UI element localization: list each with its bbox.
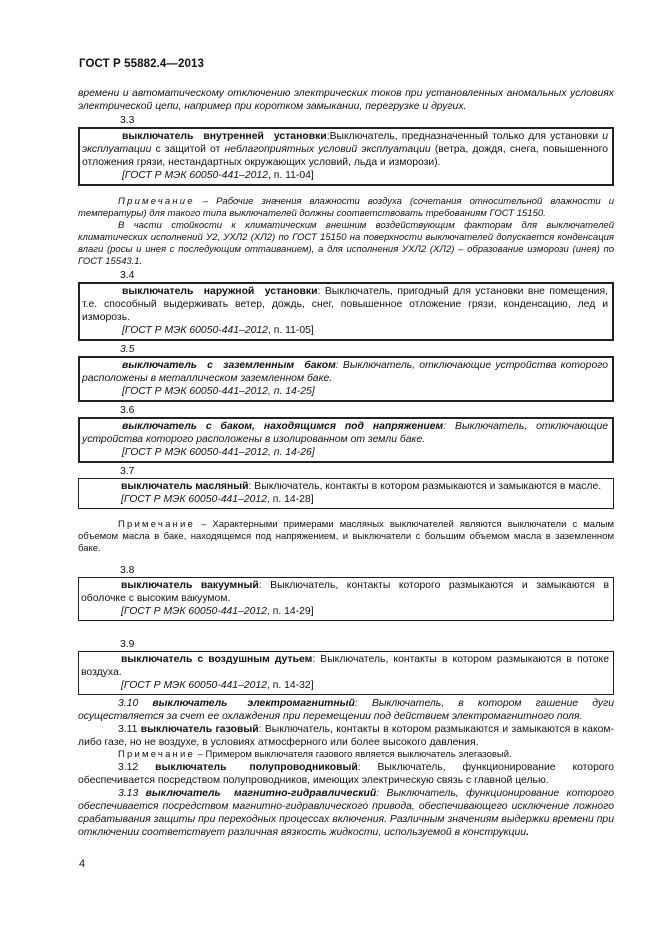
note-3-11: Примечание – Примером выключателя газового является выключатель элегазовый. [118, 749, 512, 760]
term-reference-3-3: [ГОСТ Р МЭК 60050-441–2012, п. 11-04] [122, 170, 314, 181]
term-number-3-5: 3.5 [120, 344, 135, 355]
term-number-3-8: 3.8 [120, 565, 135, 576]
term-3-13: выключатель магнитно-гидравлический [145, 788, 377, 799]
note-label: Примечание [118, 519, 195, 530]
term-3-3: выключатель внутренней установки [122, 131, 327, 142]
term-definition-3-13: 3.13 выключатель магнитно-гидравлический: Выключатель, функционирование которого обеспечивается посредством магнитно-гидравлического привода, обеспечивающего исключение ложного срабатывания защиты при переходных процессах включения. Различным значениям выдержки времени при отключении соответствует различная вязкость жидкости, используемой в конструкции. [78, 788, 614, 838]
term-reference-3-9: [ГОСТ Р МЭК 60050-441–2012, п. 14-32] [121, 680, 314, 691]
term-box-3-7 [78, 478, 614, 509]
term-box-3-3 [78, 127, 614, 186]
term-definition-3-9: выключатель с воздушным дутьем: Выключатель, контакты в котором размыкаются в потоке воздуха. [81, 654, 609, 678]
term-3-10: выключатель электромагнитный [152, 698, 355, 709]
term-number-3-3: 3.3 [120, 115, 135, 126]
term-definition-3-6: выключатель с баком, находящимся под напряжением: Выключатель, отключающие устройства которого расположены в изолированном от земли баке. [82, 421, 608, 445]
term-3-8: выключатель вакуумный [121, 580, 259, 591]
intro-paragraph: времени и автоматическому отключению электрических токов при установленных аномальных условиях электрической цепи, например при коротком замыкании, перегрузке и других. [78, 88, 614, 112]
term-box-3-4 [78, 282, 614, 341]
term-reference-3-6: [ГОСТ Р МЭК 60050-441–2012, п. 14-26] [122, 447, 315, 458]
term-number-3-7: 3.7 [120, 466, 135, 477]
term-definition-3-7: выключатель масляный: Выключатель, контакты в котором размыкаются и замыкаются в масле. [121, 481, 602, 492]
term-number-3-4: 3.4 [120, 270, 135, 281]
term-3-5: выключатель с заземленным баком [122, 360, 336, 371]
term-3-4: выключатель наружной установки [122, 286, 318, 297]
term-box-3-6 [78, 417, 614, 463]
term-3-9: выключатель с воздушным дутьем [121, 654, 313, 665]
note-3-3: Примечание – Рабочие значения влажности воздуха (сочетания относительной влажности и температуры) для такого типа выключателей должны соответствовать требованиям ГОСТ 15150. [78, 196, 614, 219]
term-definition-3-3: выключатель внутренней установки:Выключатель, предназначенный только для установки и эксплуатации с защитой от неблагоприятных условий эксплуатации (ветра, дождя, снега, повышенного отложения грязи, нестандартных окружающих условий, льда и изморози). [82, 131, 608, 168]
term-3-7: выключатель масляный [121, 481, 249, 492]
term-definition-3-11: 3.11 выключатель газовый: Выключатель, контакты в котором размыкаются и замыкаются в каком-либо газе, но не воздухе, в условиях атмосферного или более высокого давления. [78, 724, 614, 748]
term-reference-3-8: [ГОСТ Р МЭК 60050-441–2012, п. 14-29] [121, 606, 314, 617]
term-box-3-5 [78, 356, 614, 402]
note-3-7: Примечание – Характерными примерами масляных выключателей являются выключатели с малым объемом масла в баке, находящемся под напряжением, и выключатели с большим объемом масла в заземленном баке. [78, 519, 614, 554]
term-box-3-9 [78, 651, 614, 695]
term-reference-3-5: [ГОСТ Р МЭК 60050-441–2012, п. 14-25] [122, 386, 315, 397]
term-definition-3-12: 3.12 выключатель полупроводниковый: Выключатель, функционирование которого обеспечивается посредством полупроводников, имеющих электрическую связь с главной целью. [78, 762, 614, 786]
term-definition-3-8: выключатель вакуумный: Выключатель, контакты которого размыкаются и замыкаются в оболочке с высоким вакуумом. [81, 580, 609, 604]
note-label: Примечание [118, 196, 195, 207]
term-definition-3-5: выключатель с заземленным баком: Выключатель, отключающие устройства которого расположены в металлическом заземленном баке. [82, 360, 609, 384]
term-3-11: выключатель газовый [140, 724, 259, 735]
note-label: Примечание [118, 749, 195, 760]
term-3-6: выключатель с баком, находящимся под напряжением [122, 421, 444, 432]
term-number-3-9: 3.9 [120, 639, 135, 650]
page-body [78, 87, 614, 839]
term-definition-3-4: выключатель наружной установки: Выключатель, пригодный для установки вне помещения, т.е. способный выдерживать ветер, дождь, снег, повышенное отложение грязи, конденсацию, лед и изморозь. [82, 286, 608, 323]
climate-paragraph: В части стойкости к климатическим внешним воздействующим факторам для выключателей климатических исполнений У2, УХЛ2 (ХЛ2) по ГОСТ 15150 на поверхности выключателей допускается конденсация влаги (росы и инея с последующим оттаиванием), а для исполнения УХЛ2 (ХЛ2) – образование изморози (инея) по ГОСТ 15543.1. [78, 220, 614, 267]
term-3-12: выключатель полупроводниковый [155, 762, 358, 773]
term-box-3-8 [78, 577, 614, 621]
page-number: 4 [79, 858, 86, 870]
document-header: ГОСТ Р 55882.4—2013 [79, 58, 204, 70]
term-reference-3-7: [ГОСТ Р МЭК 60050-441–2012, п. 14-28] [121, 494, 314, 505]
term-definition-3-10: 3.10 выключатель электромагнитный: Выключатель, в котором гашение дуги осуществляется за счет ее охлаждения при перемещении под действием электромагнитного поля. [78, 698, 614, 722]
term-number-3-6: 3.6 [120, 405, 135, 416]
term-reference-3-4: [ГОСТ Р МЭК 60050-441–2012, п. 11-05] [122, 325, 314, 336]
